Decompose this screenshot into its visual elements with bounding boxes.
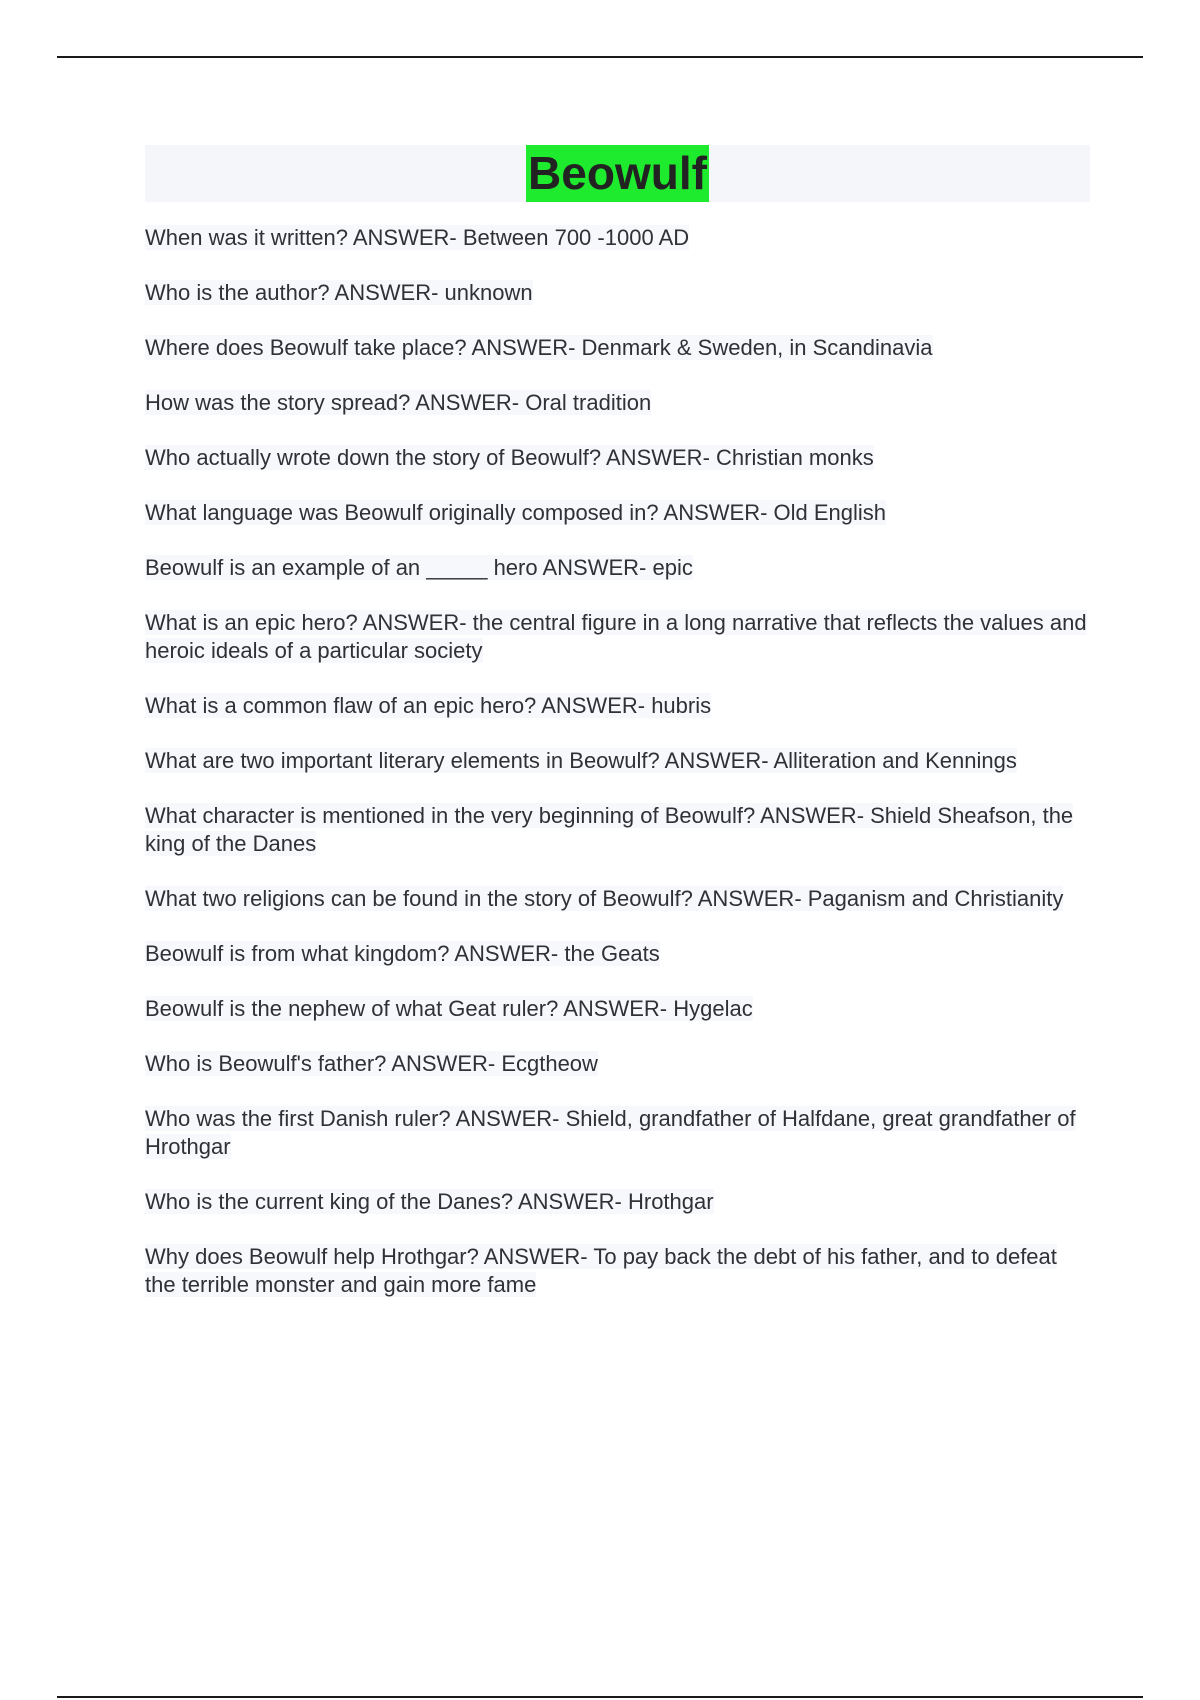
qa-item: What is a common flaw of an epic hero? ANSWER- hubris — [145, 693, 712, 718]
qa-item: Beowulf is the nephew of what Geat ruler? ANSWER- Hygelac — [145, 996, 753, 1021]
qa-item: What is an epic hero? ANSWER- the central figure in a long narrative that reflects the values and heroic ideals of a particular society — [145, 610, 1087, 663]
document-title: Beowulf — [526, 145, 709, 202]
qa-item: Where does Beowulf take place? ANSWER- Denmark & Sweden, in Scandinavia — [145, 335, 933, 360]
qa-item: Who actually wrote down the story of Beowulf? ANSWER- Christian monks — [145, 445, 874, 470]
qa-item: What character is mentioned in the very beginning of Beowulf? ANSWER- Shield Sheafson, the king of the Danes — [145, 803, 1074, 856]
qa-item: What two religions can be found in the story of Beowulf? ANSWER- Paganism and Christianity — [145, 886, 1064, 911]
qa-list — [145, 224, 1090, 1299]
qa-item: Beowulf is from what kingdom? ANSWER- the Geats — [145, 941, 660, 966]
top-divider — [57, 56, 1143, 58]
qa-item: Who is the current king of the Danes? ANSWER- Hrothgar — [145, 1189, 714, 1214]
qa-item: Beowulf is an example of an _____ hero ANSWER- epic — [145, 555, 693, 580]
qa-item: Why does Beowulf help Hrothgar? ANSWER- To pay back the debt of his father, and to defeat the terrible monster and gain more fame — [145, 1244, 1057, 1297]
qa-item: How was the story spread? ANSWER- Oral tradition — [145, 390, 652, 415]
document-body — [145, 145, 1090, 1326]
qa-item: What language was Beowulf originally composed in? ANSWER- Old English — [145, 500, 887, 525]
qa-item: When was it written? ANSWER- Between 700 -1000 AD — [145, 225, 690, 250]
qa-item: What are two important literary elements in Beowulf? ANSWER- Alliteration and Kennings — [145, 748, 1017, 773]
title-bar — [145, 145, 1090, 202]
bottom-divider — [57, 1696, 1143, 1698]
qa-item: Who was the first Danish ruler? ANSWER- Shield, grandfather of Halfdane, great grandfather of Hrothgar — [145, 1106, 1076, 1159]
qa-item: Who is Beowulf's father? ANSWER- Ecgtheow — [145, 1051, 598, 1076]
qa-item: Who is the author? ANSWER- unknown — [145, 280, 533, 305]
